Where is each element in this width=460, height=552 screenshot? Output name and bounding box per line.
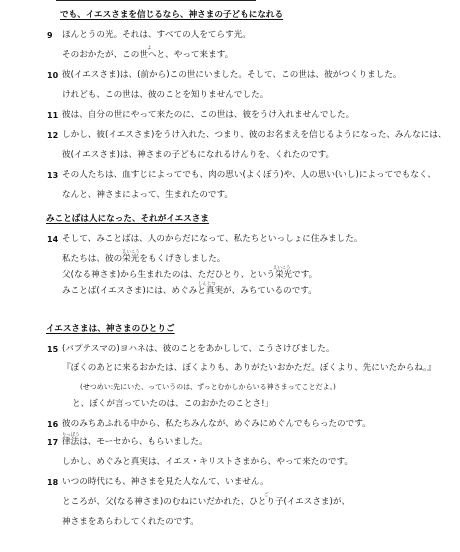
- verse-17-line-2: しかし、めぐみと真実は、イエス・キリストさまから、やって来たのです。: [62, 457, 353, 467]
- verse-14-line-4: みことば(イエスさま)には、めぐみと真実が、みちているのです。: [62, 286, 317, 296]
- verse-number-17: 17: [47, 438, 59, 447]
- verse-9-line-1: ほんとうの光。それは、すべての人をてらす光。: [62, 30, 251, 40]
- furigana-shinjitsu: しんじつ: [198, 282, 216, 287]
- verse-18-line-3: 神さまをあらわしてくれたのです。: [62, 517, 199, 527]
- verse-14-line-2: 私たちは、彼の栄光をもくげきしました。: [62, 254, 226, 264]
- verse-number-18: 18: [47, 478, 59, 487]
- verse-number-12: 12: [47, 131, 59, 140]
- furigana-eikou-2: えいこう: [273, 266, 291, 271]
- verse-18-line-1: いつの時代にも、神さまを見た人なんて、いません。: [62, 477, 269, 487]
- verse-11-line-1: 彼は、自分の世にやって来たのに、この世は、彼をうけ入れませんでした。: [62, 110, 355, 120]
- verse-18-line-2: ところが、父(なる神さま)のむねにいだかれた、ひとり子(イエスさま)が、: [62, 497, 351, 507]
- verse-number-14: 14: [47, 235, 59, 244]
- verse-13-line-1: その人たちは、血すじによってでも、肉の思い(よくぼう)や、人の思い(いし)によってでもなく、: [62, 170, 437, 180]
- verse-15-note: (せつめい:先にいた、っていうのは、ずっとむかしからいる神さまってことだよ。): [80, 383, 336, 391]
- verse-10-line-2: けれども、この世は、彼のことを知りませんでした。: [62, 90, 269, 100]
- verse-17-line-1: 律法は、モーセから、もらいました。: [62, 437, 208, 447]
- verse-16-line-1: 彼のみちあふれる中から、私たちみんなが、めぐみにめぐんでもらったのです。: [62, 419, 371, 429]
- verse-12-line-1: しかし、彼(イエスさま)をうけ入れた、つまり、彼のお名まえを信じるようになった、みんなには、: [62, 130, 447, 140]
- verse-15-line-2: 『ぼくのあとに来るおかたは、ぼくよりも、ありがたいおかただ。ぼくより、先にいたからね。』: [62, 363, 436, 373]
- verse-number-13: 13: [47, 171, 59, 180]
- verse-9-line-2: そのおかたが、この世へと、やって来ます。: [62, 50, 234, 60]
- furigana-eikou-1: えいこう: [122, 250, 140, 255]
- verse-13-line-2: なんと、神さまによって、生まれたのです。: [62, 190, 234, 200]
- verse-14-line-1: そして、みことばは、人のからだになって、私たちといっしょに住みました。: [62, 234, 363, 244]
- furigana-rippou: りっぽう: [62, 433, 80, 438]
- top-rule: [56, 0, 256, 1]
- furigana-yo: よ: [147, 46, 152, 51]
- verse-number-16: 16: [47, 420, 59, 429]
- verse-10-line-1: 彼(イエスさま)は、(前から)この世にいました。そして、この世は、彼がつくりました。: [62, 70, 402, 80]
- section-heading-1: でも、イエスさまを信じるなら、神さまの子どもになれる: [60, 10, 284, 20]
- section-heading-2: みことばは人になった、それがイエスさま: [46, 214, 209, 224]
- verse-15-line-4: と、ぼくが言っていたのは、このおかたのことさ!」: [72, 399, 274, 409]
- verse-12-line-2: 彼(イエスさま)は、神さまの子どもになれるけんりを、くれたのです。: [62, 150, 335, 160]
- verse-number-11: 11: [47, 111, 59, 120]
- verse-number-15: 15: [47, 345, 59, 354]
- verse-number-10: 10: [47, 71, 59, 80]
- verse-number-9: 9: [47, 31, 53, 40]
- verse-14-line-3: 父(なる神さま)から生まれたのは、ただひとり、という栄光です。: [62, 270, 318, 280]
- furigana-go: ご: [264, 493, 269, 498]
- verse-15-line-1: (バプテスマの)ヨハネは、彼のことをあかしして、こうさけびました。: [62, 344, 335, 354]
- section-heading-3: イエスさまは、神さまのひとりご: [46, 324, 175, 334]
